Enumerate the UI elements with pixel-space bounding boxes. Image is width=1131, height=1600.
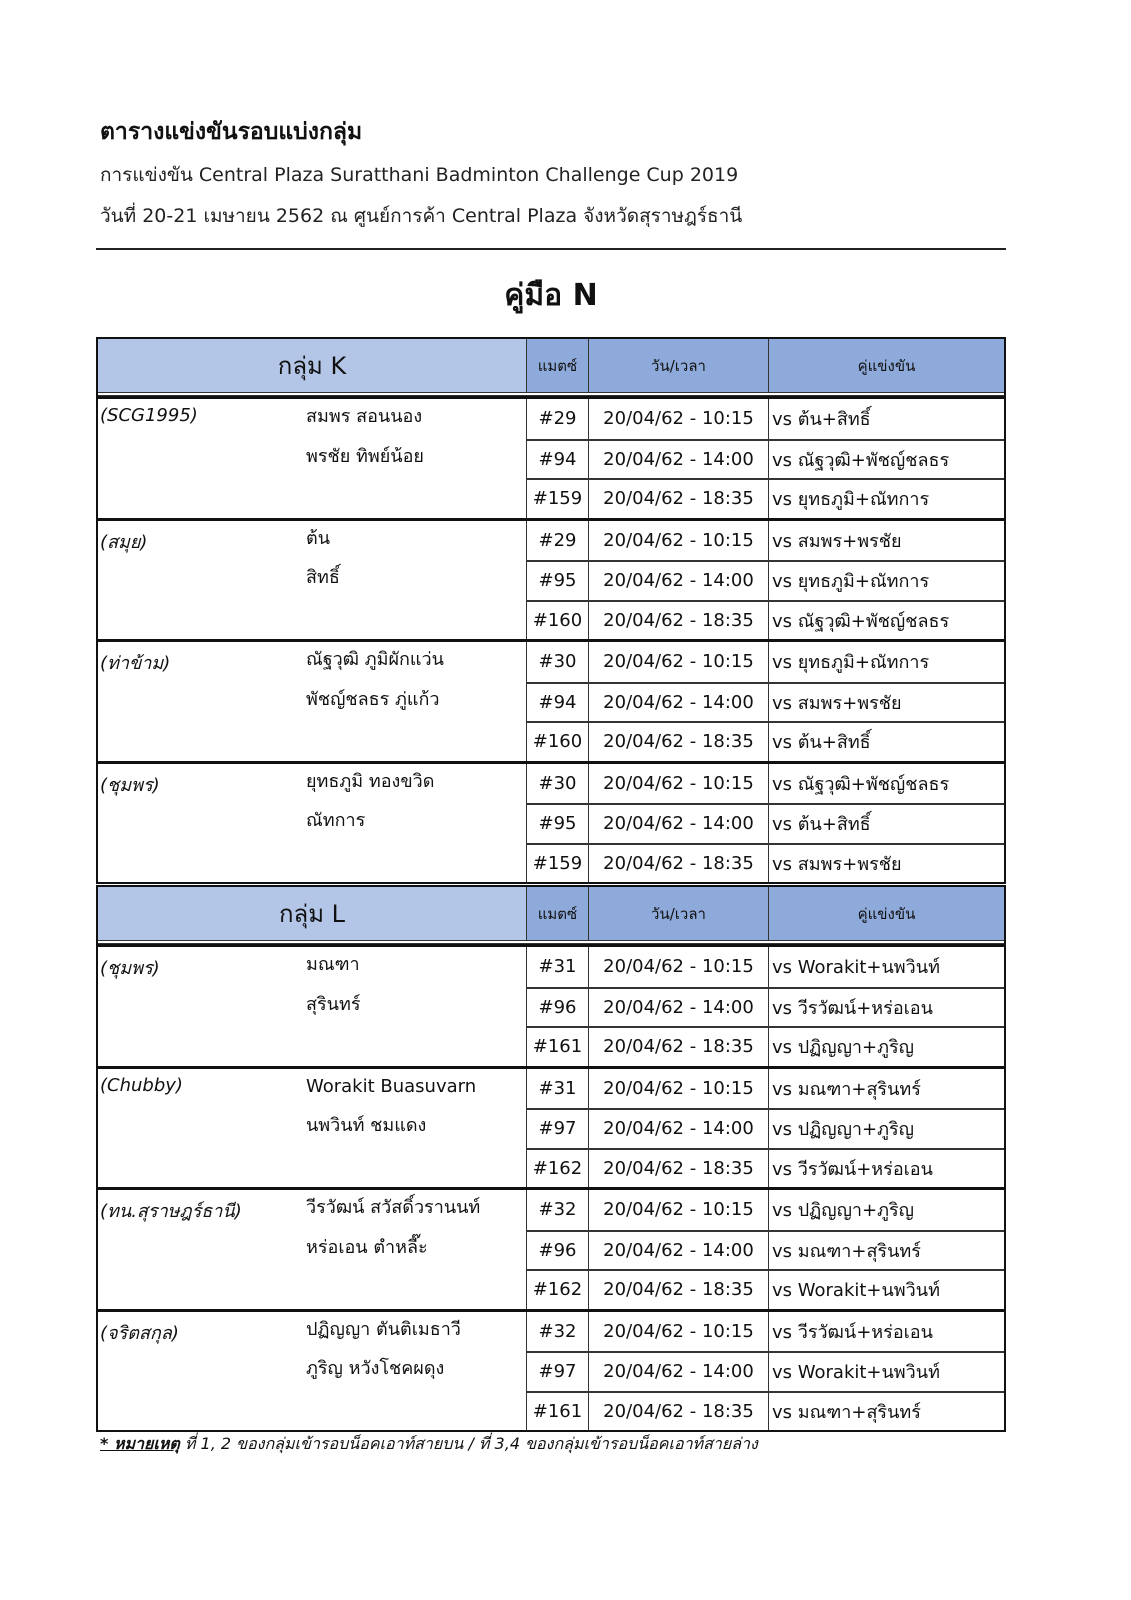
match-opponent: vs วีรวัฒน์+หร่อเอน — [772, 1321, 933, 1343]
match-row — [527, 947, 1004, 987]
match-datetime: 20/04/62 - 14:00 — [589, 1232, 769, 1270]
match-number: #32 — [527, 1312, 589, 1352]
team-matches — [527, 1190, 1004, 1309]
match-datetime: 20/04/62 - 14:00 — [589, 684, 769, 722]
match-number: #160 — [527, 602, 589, 640]
match-row — [527, 803, 1004, 843]
match-row — [527, 521, 1004, 561]
match-opponent: vs ยุทธภูมิ+ณัทการ — [772, 489, 930, 511]
team-club: (ชุมพร) — [100, 774, 160, 796]
team-matches — [527, 521, 1004, 640]
team-row — [98, 1187, 1004, 1309]
match-opponent: vs สมพร+พรชัย — [772, 692, 902, 714]
match-number: #160 — [527, 723, 589, 761]
match-row — [527, 721, 1004, 761]
document-title: ตารางแข่งขันรอบแบ่งกลุ่ม — [100, 119, 363, 145]
match-opponent: vs ยุทธภูมิ+ณัทการ — [772, 571, 930, 593]
date-venue: วันที่ 20-21 เมษายน 2562 ณ ศูนย์การค้า Central Plaza จังหวัดสุราษฎร์ธานี — [100, 205, 743, 227]
team-info — [98, 1190, 527, 1309]
group-header-row — [98, 887, 1004, 944]
match-row — [527, 560, 1004, 600]
match-datetime: 20/04/62 - 14:00 — [589, 989, 769, 1027]
match-opponent: vs วีรวัฒน์+หร่อเอน — [772, 1158, 933, 1180]
column-header-match: แมตซ์ — [527, 887, 589, 940]
team-row — [98, 639, 1004, 761]
team-club: (ท่าข้าม) — [100, 653, 171, 674]
team-players — [306, 1312, 461, 1431]
match-number: #95 — [527, 562, 589, 600]
team-row — [98, 1066, 1004, 1188]
team-club: (Chubby) — [100, 1074, 183, 1096]
match-datetime: 20/04/62 - 10:15 — [589, 642, 769, 682]
team-row — [98, 396, 1004, 518]
match-number: #161 — [527, 1393, 589, 1431]
match-opponent: vs ต้น+สิทธิ์ — [772, 814, 871, 836]
match-datetime: 20/04/62 - 14:00 — [589, 562, 769, 600]
footnote — [100, 1432, 758, 1457]
column-header-opponent: คู่แข่งขัน — [769, 339, 1004, 392]
match-number: #97 — [527, 1353, 589, 1391]
team-row — [98, 1309, 1004, 1431]
match-row — [527, 600, 1004, 640]
match-number: #159 — [527, 845, 589, 883]
match-row — [527, 1148, 1004, 1188]
match-datetime: 20/04/62 - 18:35 — [589, 1150, 769, 1188]
match-opponent: vs Worakit+นพวินท์ — [772, 1362, 940, 1384]
match-number: #32 — [527, 1190, 589, 1230]
match-number: #95 — [527, 805, 589, 843]
team-players — [306, 521, 340, 640]
match-datetime: 20/04/62 - 10:15 — [589, 521, 769, 561]
match-opponent: vs มณฑา+สุรินทร์ — [772, 1401, 921, 1423]
team-players — [306, 947, 361, 1066]
match-datetime: 20/04/62 - 10:15 — [589, 1312, 769, 1352]
player-name: นพวินท์ ชมแดง — [306, 1115, 427, 1136]
match-opponent: vs ปฏิญญา+ภูริญ — [772, 1200, 914, 1222]
match-number: #162 — [527, 1150, 589, 1188]
player-name: ยุทธภูมิ ทองขวิด — [306, 770, 435, 792]
match-opponent: vs ยุทธภูมิ+ณัทการ — [772, 652, 930, 674]
match-row — [527, 1190, 1004, 1230]
team-info — [98, 642, 527, 761]
match-number: #94 — [527, 441, 589, 479]
category-heading: คู่มือ N — [504, 278, 598, 313]
match-row — [527, 439, 1004, 479]
match-datetime: 20/04/62 - 14:00 — [589, 1353, 769, 1391]
match-row — [527, 399, 1004, 439]
match-opponent: vs ต้น+สิทธิ์ — [772, 409, 871, 431]
team-players — [306, 1069, 476, 1188]
team-matches — [527, 1069, 1004, 1188]
match-opponent: vs ต้น+สิทธิ์ — [772, 732, 871, 754]
match-row — [527, 1069, 1004, 1109]
divider — [96, 248, 1006, 250]
match-row — [527, 642, 1004, 682]
match-row — [527, 1312, 1004, 1352]
team-club: (ชุมพร) — [100, 958, 160, 979]
match-row — [527, 1391, 1004, 1431]
match-number: #97 — [527, 1110, 589, 1148]
match-row — [527, 987, 1004, 1027]
team-club: (SCG1995) — [100, 405, 198, 426]
team-row — [98, 761, 1004, 883]
match-datetime: 20/04/62 - 18:35 — [589, 723, 769, 761]
match-datetime: 20/04/62 - 10:15 — [589, 1190, 769, 1230]
team-club: (ทน.สุราษฎร์ธานี) — [100, 1201, 242, 1222]
player-name: ต้น — [306, 527, 330, 549]
match-datetime: 20/04/62 - 14:00 — [589, 441, 769, 479]
match-opponent: vs ณัฐวุฒิ+พัชญ์ชลธร — [772, 610, 950, 632]
team-matches — [527, 764, 1004, 883]
column-header-datetime: วัน/เวลา — [589, 887, 769, 940]
match-number: #96 — [527, 1232, 589, 1270]
team-info — [98, 1312, 527, 1431]
player-name: สุรินทร์ — [306, 993, 361, 1015]
player-name: สมพร สอนนอง — [306, 406, 423, 427]
player-name: ภูริญ หวังโชคผดุง — [306, 1358, 445, 1379]
match-opponent: vs Worakit+นพวินท์ — [772, 957, 940, 979]
player-name: ณัฐวุฒิ ภูมิผักแว่น — [306, 649, 444, 670]
match-row — [527, 764, 1004, 804]
team-club: (จริตสกุล) — [100, 1322, 179, 1344]
match-datetime: 20/04/62 - 18:35 — [589, 1271, 769, 1309]
team-matches — [527, 947, 1004, 1066]
group-table-l — [96, 885, 1006, 1432]
match-row — [527, 1351, 1004, 1391]
team-matches — [527, 1312, 1004, 1431]
column-header-datetime: วัน/เวลา — [589, 339, 769, 392]
match-number: #161 — [527, 1028, 589, 1066]
player-name: หร่อเอน ตำหลี๊ะ — [306, 1236, 428, 1258]
column-header-match: แมตซ์ — [527, 339, 589, 392]
team-players — [306, 642, 444, 761]
match-opponent: vs มณฑา+สุรินทร์ — [772, 1078, 921, 1100]
match-opponent: vs ณัฐวุฒิ+พัชญ์ชลธร — [772, 449, 950, 471]
match-number: #96 — [527, 989, 589, 1027]
match-row — [527, 478, 1004, 518]
team-info — [98, 947, 527, 1066]
event-name: การแข่งขัน Central Plaza Suratthani Badminton Challenge Cup 2019 — [100, 164, 739, 186]
group-table-k — [96, 337, 1006, 884]
team-info — [98, 399, 527, 518]
player-name: พัชญ์ชลธร ภู่แก้ว — [306, 688, 440, 710]
team-info — [98, 1069, 527, 1188]
player-name: วีรวัฒน์ สวัสดิ์วรานนท์ — [306, 1197, 481, 1218]
match-datetime: 20/04/62 - 18:35 — [589, 1028, 769, 1066]
match-opponent: vs สมพร+พรชัย — [772, 530, 902, 552]
team-matches — [527, 399, 1004, 518]
match-opponent: vs Worakit+นพวินท์ — [772, 1280, 940, 1302]
match-datetime: 20/04/62 - 14:00 — [589, 1110, 769, 1148]
match-number: #30 — [527, 642, 589, 682]
group-name: กลุ่ม L — [98, 887, 527, 940]
match-number: #162 — [527, 1271, 589, 1309]
match-number: #30 — [527, 764, 589, 804]
team-players — [306, 1190, 480, 1309]
match-row — [527, 843, 1004, 883]
player-name: พรชัย ทิพย์น้อย — [306, 445, 424, 467]
match-number: #94 — [527, 684, 589, 722]
match-datetime: 20/04/62 - 10:15 — [589, 947, 769, 987]
match-opponent: vs วีรวัฒน์+หร่อเอน — [772, 997, 933, 1019]
group-name: กลุ่ม K — [98, 339, 527, 392]
match-datetime: 20/04/62 - 10:15 — [589, 399, 769, 439]
match-row — [527, 1026, 1004, 1066]
match-row — [527, 1230, 1004, 1270]
player-name: มณฑา — [306, 954, 360, 975]
team-row — [98, 944, 1004, 1066]
match-datetime: 20/04/62 - 18:35 — [589, 845, 769, 883]
match-opponent: vs ปฏิญญา+ภูริญ — [772, 1119, 914, 1141]
match-opponent: vs สมพร+พรชัย — [772, 853, 902, 875]
match-row — [527, 1269, 1004, 1309]
team-row — [98, 518, 1004, 640]
match-number: #29 — [527, 399, 589, 439]
group-header-row — [98, 339, 1004, 396]
team-players — [306, 399, 424, 518]
match-number: #29 — [527, 521, 589, 561]
match-datetime: 20/04/62 - 14:00 — [589, 805, 769, 843]
team-club: (สมุย) — [100, 531, 148, 553]
match-number: #159 — [527, 480, 589, 518]
match-opponent: vs ณัฐวุฒิ+พัชญ์ชลธร — [772, 773, 950, 795]
footnote-label: * หมายเหตุ — [100, 1434, 180, 1453]
player-name: ณัทการ — [306, 810, 366, 831]
match-datetime: 20/04/62 - 10:15 — [589, 1069, 769, 1109]
match-opponent: vs มณฑา+สุรินทร์ — [772, 1240, 921, 1262]
match-datetime: 20/04/62 - 10:15 — [589, 764, 769, 804]
match-datetime: 20/04/62 - 18:35 — [589, 1393, 769, 1431]
match-number: #31 — [527, 1069, 589, 1109]
player-name: สิทธิ์ — [306, 567, 340, 588]
player-name: ปฏิญญา ตันติเมธาวี — [306, 1318, 461, 1340]
match-datetime: 20/04/62 - 18:35 — [589, 480, 769, 518]
match-opponent: vs ปฏิญญา+ภูริญ — [772, 1037, 914, 1059]
team-info — [98, 764, 527, 883]
match-number: #31 — [527, 947, 589, 987]
player-name: Worakit Buasuvarn — [306, 1075, 477, 1097]
footnote-text: ที่ 1, 2 ของกลุ่มเข้ารอบน็อคเอาท์สายบน / ที่ 3,4 ของกลุ่มเข้ารอบน็อคเอาท์สายล่าง — [179, 1434, 758, 1453]
team-matches — [527, 642, 1004, 761]
match-row — [527, 1108, 1004, 1148]
team-info — [98, 521, 527, 640]
team-players — [306, 764, 434, 883]
column-header-opponent: คู่แข่งขัน — [769, 887, 1004, 940]
match-row — [527, 682, 1004, 722]
match-datetime: 20/04/62 - 18:35 — [589, 602, 769, 640]
